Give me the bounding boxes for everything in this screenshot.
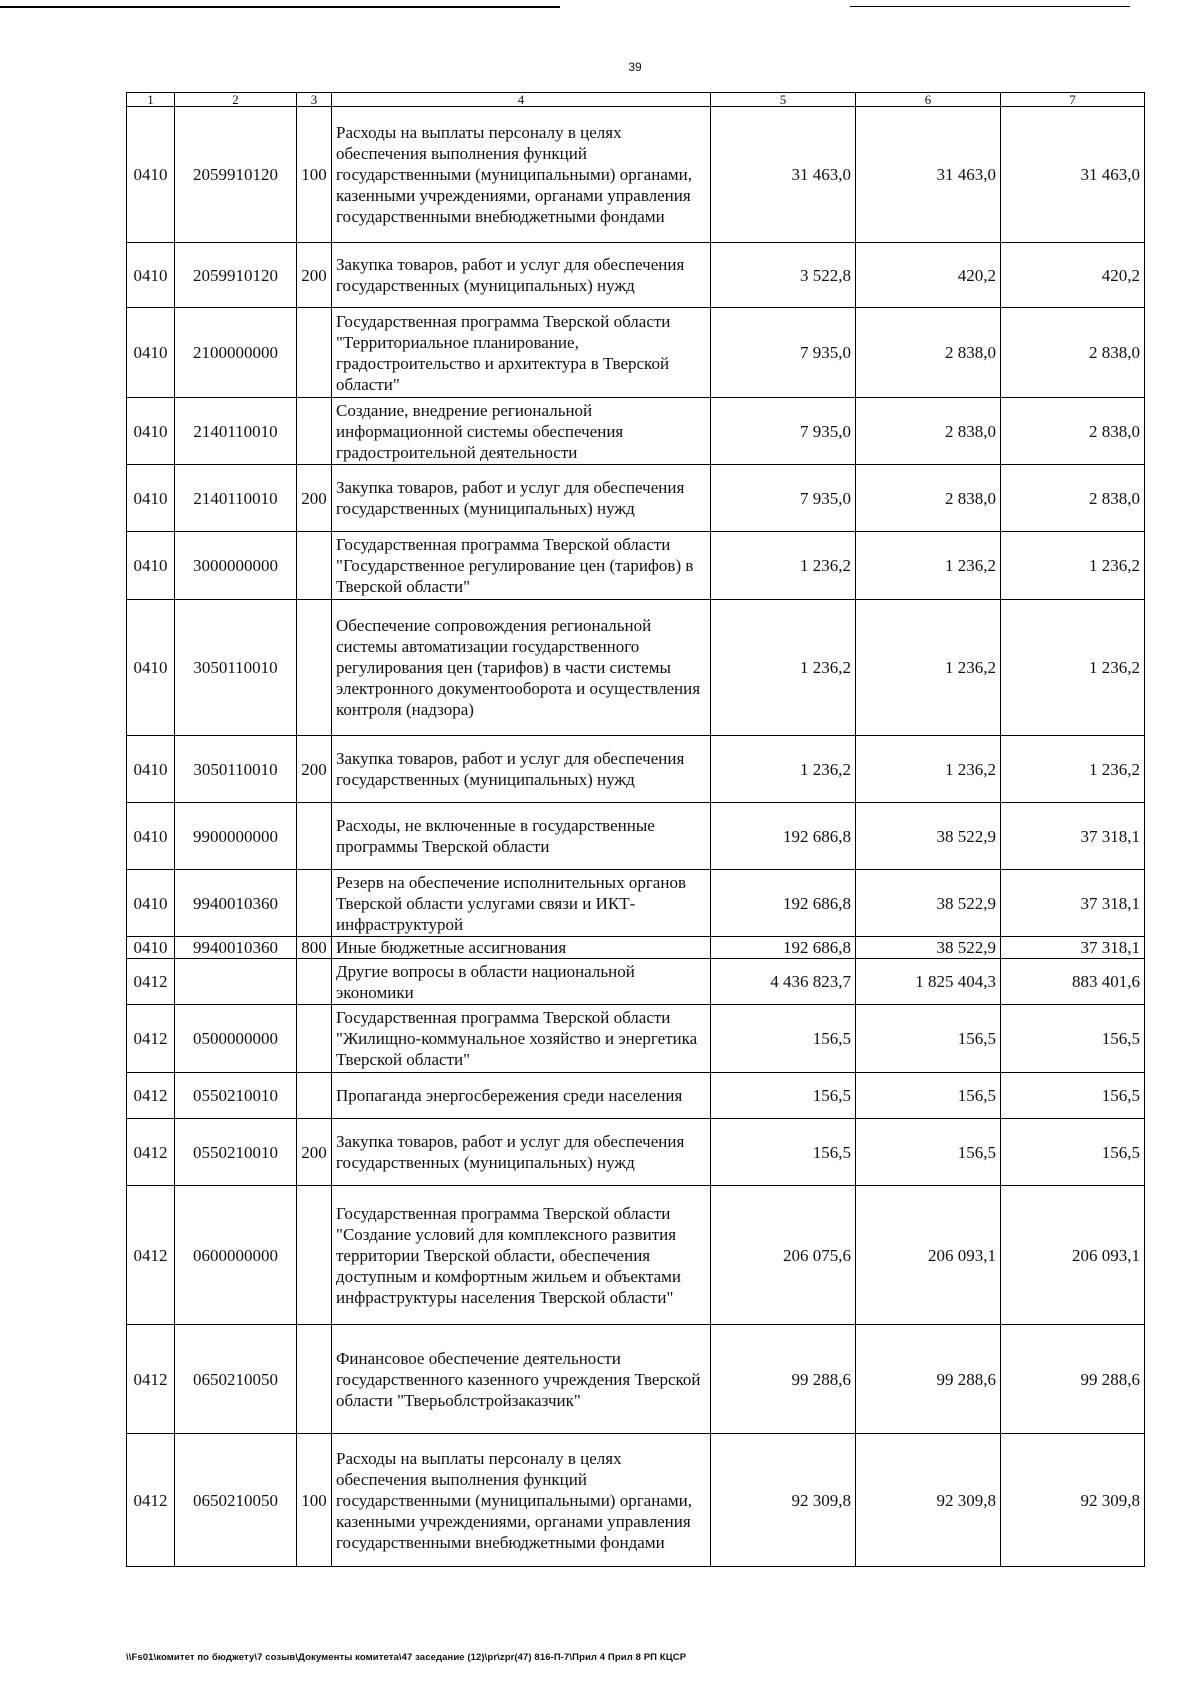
- target-article-code: 2100000000: [175, 308, 297, 398]
- expense-type-code: 200: [297, 243, 332, 308]
- item-name: Закупка товаров, работ и услуг для обеспечения государственных (муниципальных) нужд: [332, 1119, 711, 1186]
- amount-col6: 156,5: [856, 1005, 1001, 1073]
- amount-col7: 37 318,1: [1001, 937, 1145, 959]
- item-name: Другие вопросы в области национальной экономики: [332, 959, 711, 1005]
- amount-col6: 1 236,2: [856, 736, 1001, 803]
- target-article-code: 3000000000: [175, 532, 297, 600]
- amount-col7: 1 236,2: [1001, 532, 1145, 600]
- section-code: 0412: [127, 1186, 175, 1325]
- amount-col7: 156,5: [1001, 1073, 1145, 1119]
- item-name: Закупка товаров, работ и услуг для обеспечения государственных (муниципальных) нужд: [332, 736, 711, 803]
- item-name: Иные бюджетные ассигнования: [332, 937, 711, 959]
- section-code: 0412: [127, 1325, 175, 1434]
- column-header: 4: [332, 93, 711, 107]
- table-row: [127, 1005, 1145, 1073]
- amount-col5: 99 288,6: [711, 1325, 856, 1434]
- amount-col6: 2 838,0: [856, 308, 1001, 398]
- column-header: 3: [297, 93, 332, 107]
- target-article-code: 9940010360: [175, 870, 297, 937]
- item-name: Государственная программа Тверской области "Государственное регулирование цен (тарифов) в Тверской области": [332, 532, 711, 600]
- item-name: Финансовое обеспечение деятельности государственного казенного учреждения Тверской области "Тверьоблстройзаказчик": [332, 1325, 711, 1434]
- section-code: 0412: [127, 959, 175, 1005]
- amount-col5: 192 686,8: [711, 870, 856, 937]
- expense-type-code: [297, 1073, 332, 1119]
- amount-col5: 156,5: [711, 1005, 856, 1073]
- amount-col5: 192 686,8: [711, 937, 856, 959]
- item-name: Резерв на обеспечение исполнительных органов Тверской области услугами связи и ИКТ-инфраструктурой: [332, 870, 711, 937]
- amount-col6: 99 288,6: [856, 1325, 1001, 1434]
- section-code: 0410: [127, 532, 175, 600]
- amount-col5: 3 522,8: [711, 243, 856, 308]
- amount-col7: 99 288,6: [1001, 1325, 1145, 1434]
- section-code: 0410: [127, 465, 175, 532]
- table-row: [127, 736, 1145, 803]
- table-row: [127, 465, 1145, 532]
- section-code: 0412: [127, 1005, 175, 1073]
- target-article-code: 0650210050: [175, 1434, 297, 1567]
- table-row: [127, 398, 1145, 465]
- target-article-code: [175, 959, 297, 1005]
- amount-col5: 1 236,2: [711, 600, 856, 736]
- table-row: [127, 1186, 1145, 1325]
- target-article-code: 2059910120: [175, 107, 297, 243]
- section-code: 0410: [127, 870, 175, 937]
- amount-col6: 1 236,2: [856, 532, 1001, 600]
- table-row: [127, 532, 1145, 600]
- section-code: 0410: [127, 398, 175, 465]
- amount-col7: 2 838,0: [1001, 398, 1145, 465]
- amount-col7: 156,5: [1001, 1005, 1145, 1073]
- section-code: 0410: [127, 308, 175, 398]
- amount-col5: 7 935,0: [711, 398, 856, 465]
- amount-col6: 1 825 404,3: [856, 959, 1001, 1005]
- item-name: Обеспечение сопровождения региональной системы автоматизации государственного регулирования цен (тарифов) в части системы электронного документооборота и осуществления контроля (надзора): [332, 600, 711, 736]
- item-name: Закупка товаров, работ и услуг для обеспечения государственных (муниципальных) нужд: [332, 465, 711, 532]
- amount-col5: 7 935,0: [711, 465, 856, 532]
- scan-edge-top-left: [0, 6, 560, 8]
- amount-col6: 1 236,2: [856, 600, 1001, 736]
- amount-col7: 2 838,0: [1001, 465, 1145, 532]
- section-code: 0410: [127, 600, 175, 736]
- amount-col7: 37 318,1: [1001, 803, 1145, 870]
- amount-col5: 156,5: [711, 1119, 856, 1186]
- target-article-code: 9900000000: [175, 803, 297, 870]
- table-row: [127, 959, 1145, 1005]
- item-name: Пропаганда энергосбережения среди населения: [332, 1073, 711, 1119]
- amount-col5: 31 463,0: [711, 107, 856, 243]
- amount-col7: 37 318,1: [1001, 870, 1145, 937]
- amount-col7: 156,5: [1001, 1119, 1145, 1186]
- amount-col7: 92 309,8: [1001, 1434, 1145, 1567]
- target-article-code: 0550210010: [175, 1119, 297, 1186]
- amount-col7: 1 236,2: [1001, 736, 1145, 803]
- table-row: [127, 803, 1145, 870]
- amount-col6: 156,5: [856, 1119, 1001, 1186]
- scan-edge-top-right: [850, 6, 1130, 7]
- expense-type-code: [297, 532, 332, 600]
- column-header: 6: [856, 93, 1001, 107]
- section-code: 0410: [127, 107, 175, 243]
- amount-col7: 2 838,0: [1001, 308, 1145, 398]
- table-row: [127, 107, 1145, 243]
- page-number: 39: [628, 60, 642, 74]
- item-name: Расходы на выплаты персоналу в целях обеспечения выполнения функций государственными (муниципальными) органами, казенными учреждениями, органами управления государственными внебюджетными фондами: [332, 107, 711, 243]
- expense-type-code: [297, 959, 332, 1005]
- amount-col7: 1 236,2: [1001, 600, 1145, 736]
- amount-col6: 31 463,0: [856, 107, 1001, 243]
- section-code: 0410: [127, 937, 175, 959]
- amount-col6: 38 522,9: [856, 937, 1001, 959]
- target-article-code: 0650210050: [175, 1325, 297, 1434]
- expense-type-code: 200: [297, 736, 332, 803]
- expense-type-code: 100: [297, 107, 332, 243]
- table-row: [127, 870, 1145, 937]
- table-row: [127, 308, 1145, 398]
- target-article-code: 9940010360: [175, 937, 297, 959]
- amount-col5: 4 436 823,7: [711, 959, 856, 1005]
- table-row: [127, 1434, 1145, 1567]
- table-row: [127, 243, 1145, 308]
- target-article-code: 2059910120: [175, 243, 297, 308]
- item-name: Расходы, не включенные в государственные программы Тверской области: [332, 803, 711, 870]
- table-row: [127, 1119, 1145, 1186]
- item-name: Создание, внедрение региональной информационной системы обеспечения градостроительной деятельности: [332, 398, 711, 465]
- item-name: Государственная программа Тверской области "Создание условий для комплексного развития территории Тверской области, обеспечения доступным и комфортным жильем и объектами инфраструктуры населения Тверской области": [332, 1186, 711, 1325]
- amount-col6: 420,2: [856, 243, 1001, 308]
- expense-type-code: [297, 1325, 332, 1434]
- amount-col6: 156,5: [856, 1073, 1001, 1119]
- column-header: 1: [127, 93, 175, 107]
- amount-col5: 1 236,2: [711, 736, 856, 803]
- target-article-code: 0500000000: [175, 1005, 297, 1073]
- amount-col6: 92 309,8: [856, 1434, 1001, 1567]
- expense-type-code: 200: [297, 465, 332, 532]
- item-name: Государственная программа Тверской области "Территориальное планирование, градостроительство и архитектура в Тверской области": [332, 308, 711, 398]
- section-code: 0412: [127, 1434, 175, 1567]
- column-header: 5: [711, 93, 856, 107]
- target-article-code: 2140110010: [175, 398, 297, 465]
- target-article-code: 0600000000: [175, 1186, 297, 1325]
- amount-col5: 7 935,0: [711, 308, 856, 398]
- target-article-code: 3050110010: [175, 600, 297, 736]
- amount-col6: 2 838,0: [856, 465, 1001, 532]
- amount-col5: 192 686,8: [711, 803, 856, 870]
- expense-type-code: 800: [297, 937, 332, 959]
- budget-table: [126, 92, 1145, 1567]
- expense-type-code: [297, 1005, 332, 1073]
- expense-type-code: [297, 398, 332, 465]
- column-header: 7: [1001, 93, 1145, 107]
- column-numbers-row: [127, 93, 1145, 107]
- file-path-footer: \\Fs01\комитет по бюджету\7 созыв\Документы комитета\47 заседание (12)\pr\zpr(47) 816-П-7\Прил 4 Прил 8 РП КЦСР: [126, 1652, 687, 1663]
- expense-type-code: 200: [297, 1119, 332, 1186]
- expense-type-code: [297, 803, 332, 870]
- section-code: 0410: [127, 243, 175, 308]
- target-article-code: 2140110010: [175, 465, 297, 532]
- table-row: [127, 1325, 1145, 1434]
- section-code: 0410: [127, 803, 175, 870]
- amount-col5: 206 075,6: [711, 1186, 856, 1325]
- amount-col6: 2 838,0: [856, 398, 1001, 465]
- amount-col6: 38 522,9: [856, 803, 1001, 870]
- amount-col7: 420,2: [1001, 243, 1145, 308]
- expense-type-code: [297, 1186, 332, 1325]
- amount-col7: 206 093,1: [1001, 1186, 1145, 1325]
- amount-col7: 883 401,6: [1001, 959, 1145, 1005]
- section-code: 0412: [127, 1119, 175, 1186]
- section-code: 0410: [127, 736, 175, 803]
- target-article-code: 0550210010: [175, 1073, 297, 1119]
- expense-type-code: [297, 870, 332, 937]
- item-name: Закупка товаров, работ и услуг для обеспечения государственных (муниципальных) нужд: [332, 243, 711, 308]
- expense-type-code: [297, 600, 332, 736]
- amount-col6: 206 093,1: [856, 1186, 1001, 1325]
- item-name: Государственная программа Тверской области "Жилищно-коммунальное хозяйство и энергетика Тверской области": [332, 1005, 711, 1073]
- amount-col5: 1 236,2: [711, 532, 856, 600]
- amount-col5: 92 309,8: [711, 1434, 856, 1567]
- section-code: 0412: [127, 1073, 175, 1119]
- table-row: [127, 600, 1145, 736]
- table-row: [127, 937, 1145, 959]
- item-name: Расходы на выплаты персоналу в целях обеспечения выполнения функций государственными (муниципальными) органами, казенными учреждениями, органами управления государственными внебюджетными фондами: [332, 1434, 711, 1567]
- amount-col7: 31 463,0: [1001, 107, 1145, 243]
- amount-col5: 156,5: [711, 1073, 856, 1119]
- column-header: 2: [175, 93, 297, 107]
- expense-type-code: 100: [297, 1434, 332, 1567]
- amount-col6: 38 522,9: [856, 870, 1001, 937]
- expense-type-code: [297, 308, 332, 398]
- table-row: [127, 1073, 1145, 1119]
- target-article-code: 3050110010: [175, 736, 297, 803]
